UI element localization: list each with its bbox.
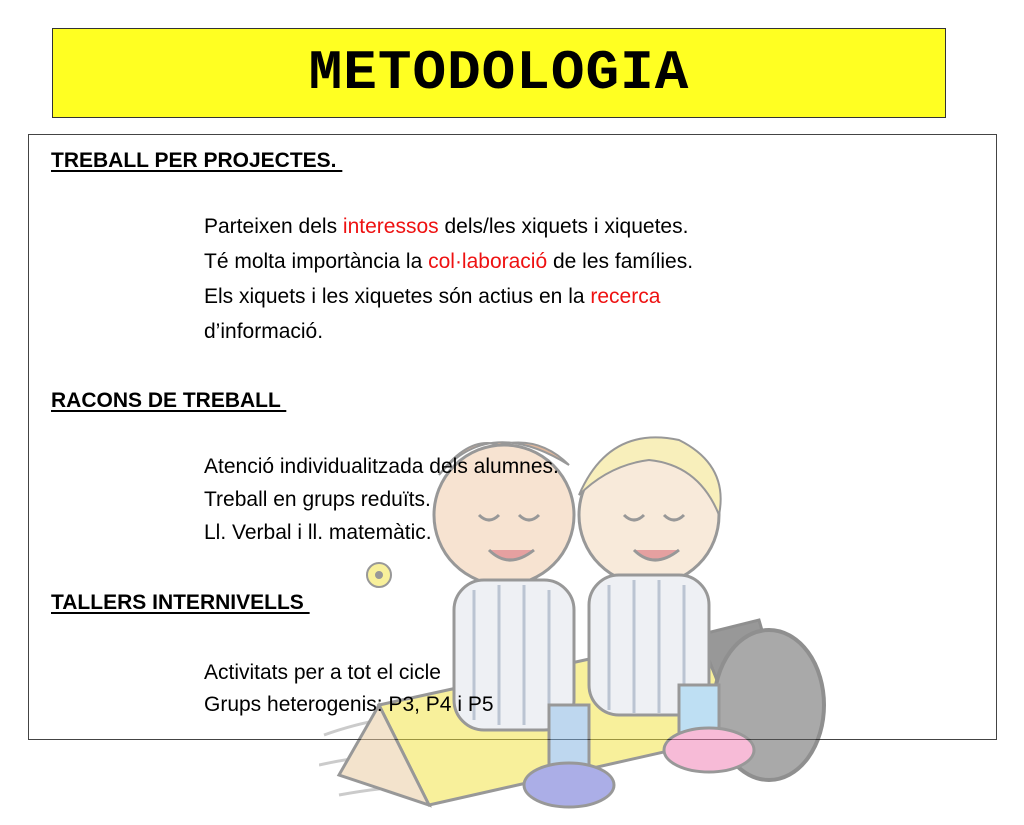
content-panel	[28, 134, 997, 740]
text-line: Els xiquets i les xiquetes són actius en la recerca	[204, 285, 661, 308]
title-banner	[52, 28, 946, 118]
text-line: d’informació.	[204, 320, 324, 343]
text-line: Ll. Verbal i ll. matemàtic.	[204, 521, 432, 544]
text-line: Atenció individualitzada dels alumnes.	[204, 455, 559, 478]
text-line: Activitats per a tot el cicle	[204, 661, 441, 684]
page-title: METODOLOGIA	[308, 41, 690, 105]
section-heading-racons: RACONS DE TREBALL	[51, 389, 287, 412]
section-heading-projectes: TREBALL PER PROJECTES.	[51, 149, 343, 172]
text-line: Grups heterogenis: P3, P4 i P5	[204, 693, 494, 716]
section-heading-tallers: TALLERS INTERNIVELLS	[51, 591, 310, 614]
text-line: Parteixen dels interessos dels/les xiquets i xiquetes.	[204, 215, 689, 238]
text-line: Treball en grups reduïts.	[204, 488, 431, 511]
text-line: Té molta importància la col·laboració de les famílies.	[204, 250, 694, 273]
